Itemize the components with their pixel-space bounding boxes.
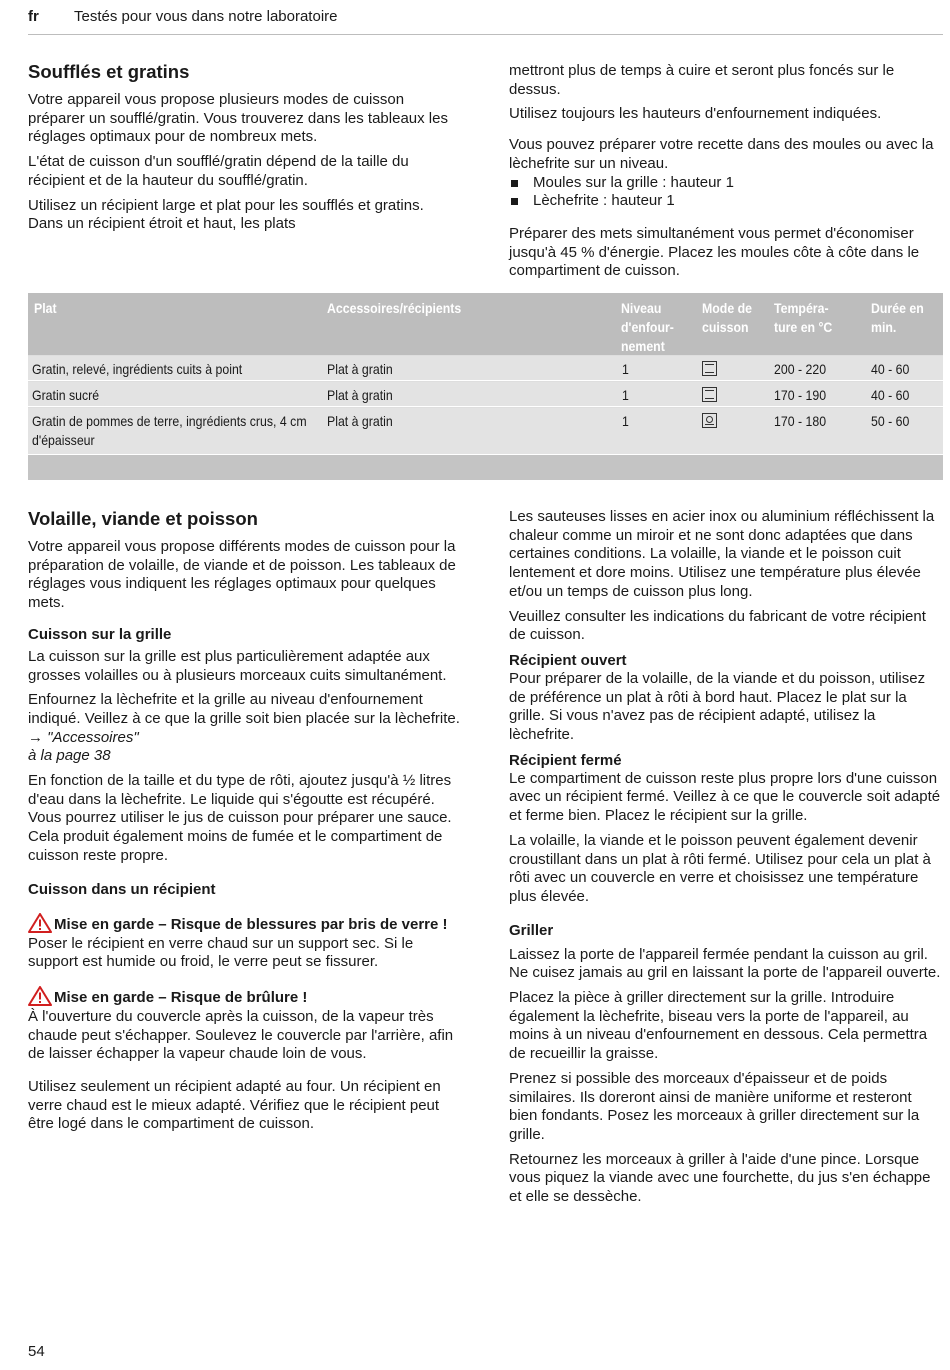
top-bottom-heat-icon (702, 387, 717, 402)
warning-text: À l'ouverture du couvercle après la cuisson, de la vapeur très chaude peut s'échapper. Soulevez le couvercle par l'arrière, afin de laisser échapper la vapeur chaude loin de vous. (28, 1007, 454, 1063)
settings-table (28, 293, 943, 480)
volaille-paragraph: Retournez les morceaux à griller à l'aide d'une pince. Lorsque vous piquez la viande avec une fourchette, du jus s'en échappe et elle se dessèche. (509, 1150, 931, 1206)
volaille-paragraph: Pour préparer de la volaille, de la viande et du poisson, utilisez de préférence un plat à rôti à bord haut. Placez le plat sur la grille. Si vous n'avez pas de récipient adapté, utilisez la lèchefrite. (509, 669, 926, 744)
hot-air-icon (702, 413, 717, 428)
top-bottom-heat-icon (702, 361, 717, 376)
souffles-paragraph: Vous pouvez préparer votre recette dans des moules ou avec la lèchefrite sur un niveau. (509, 136, 934, 172)
volaille-paragraph: Enfournez la lèchefrite et la grille au niveau d'enfournement indiqué. Veillez à ce que la grille soit bien placée sur la lèchefrite. → "Accessoires" à la page 38 (28, 691, 460, 765)
column-header-plat: Plat (34, 300, 57, 316)
volaille-paragraph: Le compartiment de cuisson reste plus propre lors d'une cuisson avec un récipient fermé. Veillez à ce que le couvercle soit adapté et ferme bien. Placez le récipient sur la grille. (509, 769, 941, 825)
souffles-right-column (509, 62, 943, 287)
cell-plat: Gratin, relevé, ingrédients cuits à point (32, 361, 243, 377)
cell-duree: 40 - 60 (871, 361, 910, 377)
cell-temperature: 200 - 220 (774, 361, 827, 377)
cell-niveau: 1 (622, 387, 629, 403)
list-item: Lèchefrite : hauteur 1 (509, 192, 943, 211)
column-header-niveau: Niveau d'enfour- nement (621, 300, 674, 354)
cell-accessoire: Plat à gratin (327, 413, 393, 429)
cell-temperature: 170 - 190 (774, 387, 827, 403)
subheading-griller: Griller (509, 921, 554, 939)
cell-plat: Gratin de pommes de terre, ingrédients crus, 4 cm d'épaisseur (32, 413, 307, 448)
souffles-paragraph: Votre appareil vous propose plusieurs modes de cuisson préparer un soufflé/gratin. Vous trouverez dans les tableaux les réglages optimaux pour de nombreux mets. (28, 91, 448, 146)
subheading-recipient-ferme: Récipient fermé (509, 751, 622, 769)
volaille-paragraph: Votre appareil vous propose différents modes de cuisson pour la préparation de volaille, de viande et de poisson. Les tableaux de réglages vous indiquent les réglages optimaux pour quelques mets. (28, 538, 456, 612)
warning-title: Mise en garde – Risque de blessures par bris de verre ! (28, 913, 462, 935)
volaille-heading: Volaille, viande et poisson (28, 508, 258, 529)
subheading-grille: Cuisson sur la grille (28, 625, 172, 643)
page-number: 54 (28, 1343, 45, 1360)
column-header-accessoires: Accessoires/récipients (327, 300, 462, 316)
table-row (28, 356, 943, 381)
cross-reference-arrow-icon: → (28, 728, 43, 746)
volaille-paragraph: En fonction de la taille et du type de rôti, ajoutez jusqu'à ½ litres d'eau dans la lèchefrite. Le liquide qui s'égoutte est récupéré. Vous pourrez utiliser le jus de cuisson pour préparer une sauce. Cela produit également moins de fumée et le compartiment de cuisson reste propre. (28, 772, 452, 864)
cell-duree: 50 - 60 (871, 413, 910, 429)
square-bullet-icon (511, 198, 518, 205)
column-header-temperature: Tempéra- ture en °C (774, 300, 833, 335)
souffles-bullet-list (509, 174, 943, 211)
volaille-paragraph: Laissez la porte de l'appareil fermée pendant la cuisson au gril. Ne cuisez jamais au gril en laissant la porte de l'appareil ouverte. (509, 945, 941, 982)
souffles-paragraph: Utilisez toujours les hauteurs d'enfournement indiquées. (509, 105, 882, 123)
cell-accessoire: Plat à gratin (327, 361, 393, 377)
square-bullet-icon (511, 180, 518, 187)
cell-temperature: 170 - 180 (774, 413, 827, 429)
table-row (28, 382, 943, 407)
cross-reference-page[interactable]: à la page 38 (28, 747, 111, 765)
table-row (28, 408, 943, 455)
volaille-right-column (509, 508, 943, 1213)
warning-block (28, 986, 462, 1064)
souffles-left-column (28, 61, 462, 240)
column-header-duree: Durée en min. (871, 300, 924, 335)
volaille-left-column (28, 508, 462, 1140)
column-header-mode: Mode de cuisson (702, 300, 752, 335)
cell-plat: Gratin sucré (32, 387, 100, 403)
volaille-paragraph: Les sauteuses lisses en acier inox ou aluminium réfléchissent la chaleur comme un miroir et ne sont donc adaptées que dans certaines conditions. La volaille, la viande et le poisson cuit lentement et dore moins. Utilisez une température plus élevée et/ou un temps de cuisson plus long. (509, 508, 935, 600)
volaille-paragraph: La cuisson sur la grille est plus particulièrement adaptée aux grosses volailles ou à plusieurs morceaux cuits simultanément. (28, 647, 447, 684)
table-footer (28, 455, 943, 480)
volaille-paragraph: Placez la pièce à griller directement sur la grille. Introduire également la lèchefrite, biseau vers la porte de l'appareil, au moins à un niveau d'enfournement en dessous. Cela permettra de recueillir la graisse. (509, 989, 928, 1063)
warning-triangle-icon (28, 986, 52, 1006)
list-item: Moules sur la grille : hauteur 1 (509, 174, 943, 193)
table-header (28, 293, 943, 355)
cell-accessoire: Plat à gratin (327, 387, 393, 403)
souffles-heading: Soufflés et gratins (28, 61, 190, 82)
volaille-paragraph: Veuillez consulter les indications du fabricant de votre récipient de cuisson. (509, 607, 926, 644)
cell-duree: 40 - 60 (871, 387, 910, 403)
souffles-paragraph: L'état de cuisson d'un soufflé/gratin dépend de la taille du récipient et de la hauteur du soufflé/gratin. (28, 153, 409, 189)
volaille-paragraph: La volaille, la viande et le poisson peuvent également devenir croustillant dans un plat à rôti fermé. Utilisez pour cela un plat à rôti avec un couvercle en verre et choisissez une température plus élevée. (509, 831, 931, 905)
cell-niveau: 1 (622, 361, 629, 377)
language-code: fr (28, 8, 39, 25)
subheading-recipient-ouvert: Récipient ouvert (509, 651, 627, 669)
volaille-paragraph: Utilisez seulement un récipient adapté au four. Un récipient en verre chaud est le mieux adapté. Vérifiez que le récipient peut être logé dans le compartiment de cuisson. (28, 1078, 441, 1133)
page-header-title: Testés pour vous dans notre laboratoire (74, 8, 338, 25)
warning-block (28, 913, 462, 972)
cell-niveau: 1 (622, 413, 629, 429)
souffles-paragraph: Préparer des mets simultanément vous permet d'économiser jusqu'à 45 % d'énergie. Placez les moules côte à côte dans le compartiment de cuisson. (509, 224, 920, 280)
warning-title: Mise en garde – Risque de brûlure ! (28, 986, 462, 1008)
warning-text: Poser le récipient en verre chaud sur un support sec. Si le support est humide ou froid, le verre peut se fissurer. (28, 934, 414, 971)
subheading-recipient: Cuisson dans un récipient (28, 880, 216, 898)
header-divider (28, 34, 943, 35)
warning-triangle-icon (28, 913, 52, 933)
souffles-paragraph: Utilisez un récipient large et plat pour les soufflés et gratins. Dans un récipient étroit et haut, les plats (28, 196, 424, 233)
volaille-paragraph: Prenez si possible des morceaux d'épaisseur et de poids similaires. Ils doreront ainsi de manière uniforme et resteront bien fondants. Posez les morceaux à griller directement sur la grille. (509, 1069, 920, 1143)
cross-reference-link[interactable]: "Accessoires" (47, 728, 139, 746)
souffles-paragraph: mettront plus de temps à cuire et seront plus foncés sur le dessus. (509, 62, 895, 98)
